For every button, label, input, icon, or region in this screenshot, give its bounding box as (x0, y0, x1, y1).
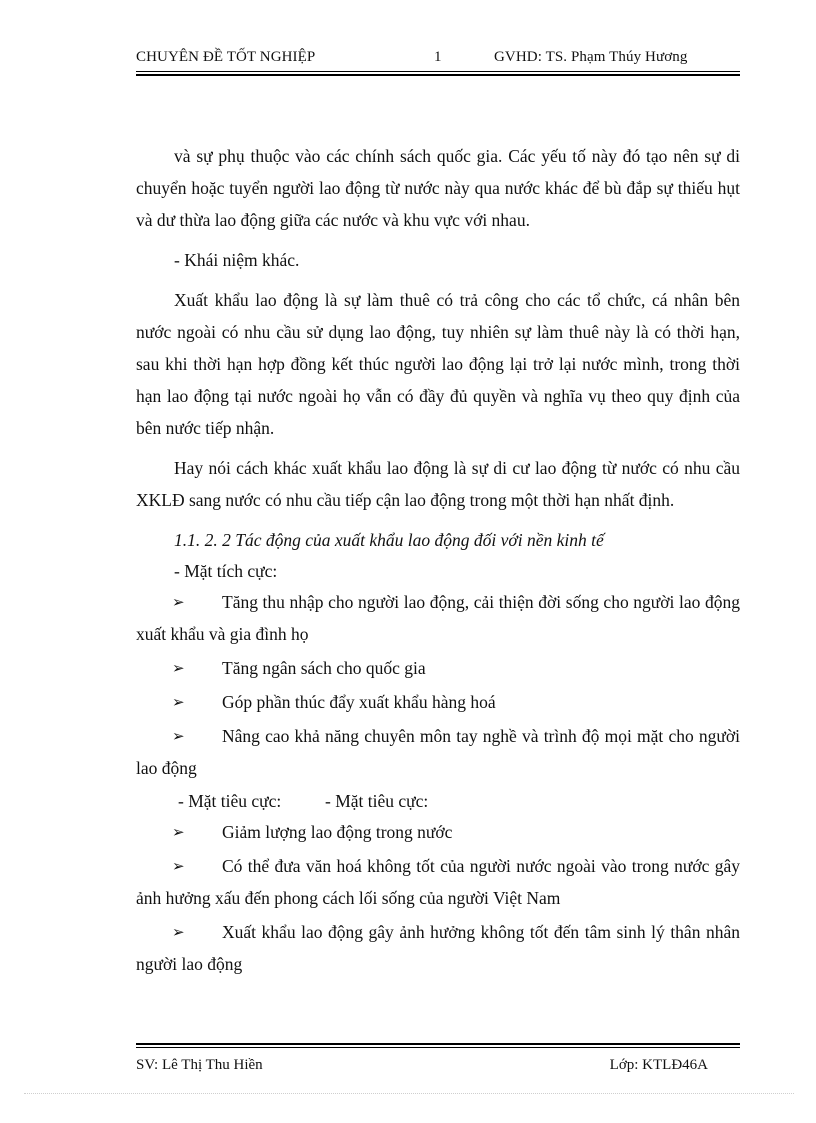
list-item (136, 720, 740, 784)
negative-label (136, 786, 740, 816)
paragraph-1: và sự phụ thuộc vào các chính sách quốc gia. Các yếu tố này đó tạo nên sự di chuyển hoặc tuyển người lao động từ nước này qua nước khác để bù đắp sự thiếu hụt và dư thừa lao động giữa các nước và khu vực với nhau. (136, 146, 740, 230)
list-item-text: Giảm lượng lao động trong nước (222, 822, 453, 842)
page-header (136, 49, 740, 69)
footer-class: Lớp: KTLĐ46A (609, 1057, 708, 1073)
list-item (136, 652, 740, 684)
list-item (136, 816, 740, 848)
list-item (136, 586, 740, 650)
section-heading: 1.1. 2. 2 Tác động của xuất khẩu lao động đối với nền kinh tế (174, 530, 604, 550)
list-item (136, 916, 740, 980)
header-rule-thick (136, 74, 740, 76)
positive-label: - Mặt tích cực: (174, 561, 278, 581)
arrow-bullet-icon: ➢ (172, 857, 185, 875)
document-body (136, 140, 740, 982)
list-item (136, 850, 740, 914)
arrow-bullet-icon: ➢ (172, 593, 185, 611)
footer-rule-thin (136, 1047, 740, 1048)
list-item-text: Xuất khẩu lao động gây ảnh hưởng không tốt đến tâm sinh lý thân nhân người lao động (136, 922, 740, 974)
list-item-text: Có thể đưa văn hoá không tốt của người nước ngoài vào trong nước gây ảnh hưởng xấu đến phong cách lối sống của người Việt Nam (136, 856, 740, 908)
paragraph-4: Hay nói cách khác xuất khẩu lao động là sự di cư lao động từ nước có nhu cầu XKLĐ sang nước có nhu cầu tiếp cận lao động trong một thời hạn nhất định. (136, 458, 740, 510)
arrow-bullet-icon: ➢ (172, 659, 185, 677)
footer-rule-thick (136, 1043, 740, 1045)
page-footer (136, 1057, 740, 1077)
header-title: CHUYÊN ĐỀ TỐT NGHIỆP (136, 49, 316, 65)
list-item-text: Tăng thu nhập cho người lao động, cải thiện đời sống cho người lao động xuất khẩu và gia đình họ (136, 592, 740, 644)
list-item-text: Tăng ngân sách cho quốc gia (222, 658, 426, 678)
list-item-text: Nâng cao khả năng chuyên môn tay nghề và trình độ mọi mặt cho người lao động (136, 726, 740, 778)
paragraph-2: - Khái niệm khác. (174, 250, 300, 270)
list-item-text: Góp phần thúc đẩy xuất khẩu hàng hoá (222, 692, 496, 712)
paragraph-3: Xuất khẩu lao động là sự làm thuê có trả công cho các tổ chức, cá nhân bên nước ngoài có nhu cầu sử dụng lao động, tuy nhiên sự làm thuê này là có thời hạn, sau khi thời hạn hợp đồng kết thúc người lao động lại trở lại nước mình, trong thời hạn lao động tại nước ngoài họ vẫn có đầy đủ quyền và nghĩa vụ theo quy định của bên nước tiếp nhận. (136, 290, 740, 438)
arrow-bullet-icon: ➢ (172, 923, 185, 941)
negative-label-b: - Mặt tiêu cực: (325, 791, 429, 811)
negative-label-a: - Mặt tiêu cực: (178, 791, 282, 811)
page-bottom-dotted-line (24, 1093, 794, 1094)
footer-student: SV: Lê Thị Thu Hiền (136, 1057, 263, 1073)
header-rule-thin (136, 71, 740, 72)
header-supervisor: GVHD: TS. Phạm Thúy Hương (494, 49, 688, 65)
page-number: 1 (434, 49, 442, 65)
list-item (136, 686, 740, 718)
arrow-bullet-icon: ➢ (172, 727, 185, 745)
arrow-bullet-icon: ➢ (172, 693, 185, 711)
arrow-bullet-icon: ➢ (172, 823, 185, 841)
